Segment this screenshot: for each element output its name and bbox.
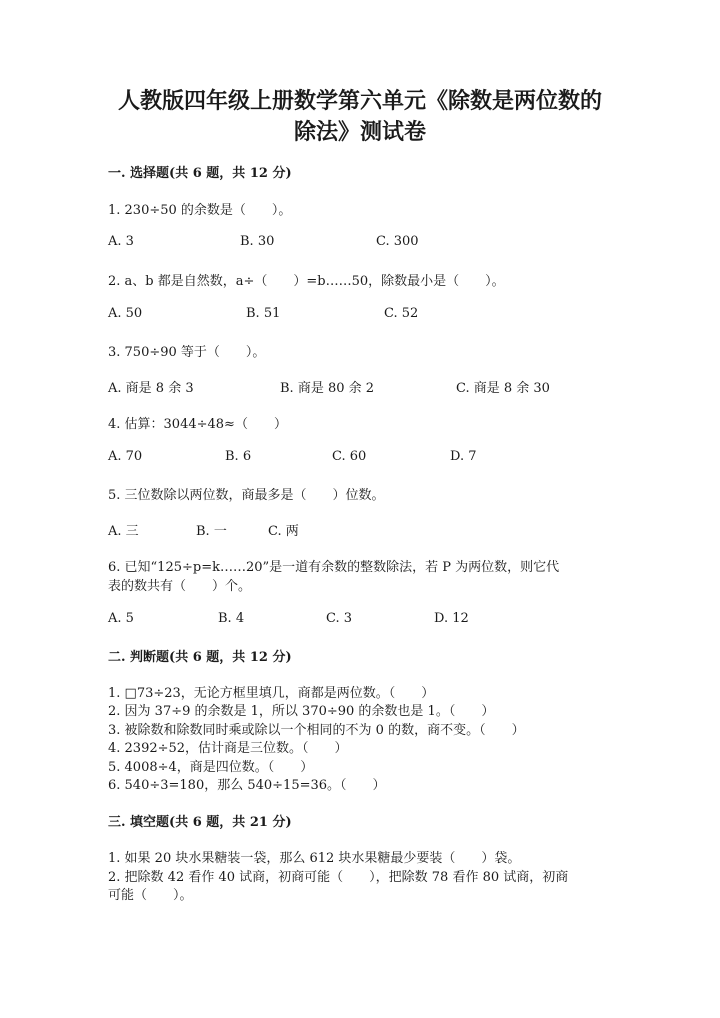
option-c: C. 60 xyxy=(332,449,367,464)
question-2-options xyxy=(108,306,628,324)
judgement-item: 4. 2392÷52，估计商是三位数。（ ） xyxy=(108,741,348,756)
question-6-line-2: 表的数共有（ ）个。 xyxy=(108,579,252,594)
option-b: B. 一 xyxy=(196,524,227,539)
option-b: B. 51 xyxy=(246,306,281,321)
fill-in-item: 2. 把除数 42 看作 40 试商，初商可能（ ），把除数 78 看作 80 试商，初商 xyxy=(108,870,569,885)
question-4-options xyxy=(108,449,628,467)
option-b: B. 4 xyxy=(218,611,245,626)
option-a: A. 50 xyxy=(108,306,143,321)
option-c: C. 商是 8 余 30 xyxy=(456,381,550,396)
question-1-options xyxy=(108,234,628,252)
judgement-item: 1. □73÷23，无论方框里填几，商都是两位数。（ ） xyxy=(108,686,435,701)
page-title xyxy=(80,86,640,148)
question-3: 3. 750÷90 等于（ ）。 xyxy=(108,345,266,360)
judgement-item: 5. 4008÷4，商是四位数。（ ） xyxy=(108,760,314,775)
option-b: B. 6 xyxy=(225,449,252,464)
question-3-options xyxy=(108,377,628,395)
option-b: B. 30 xyxy=(240,234,275,249)
title-line-1: 人教版四年级上册数学第六单元《除数是两位数的 xyxy=(117,88,602,114)
option-c: C. 300 xyxy=(376,234,419,249)
judgement-item: 2. 因为 37÷9 的余数是 1，所以 370÷90 的余数也是 1。（ ） xyxy=(108,704,495,719)
option-c: C. 两 xyxy=(268,524,299,539)
option-a: A. 3 xyxy=(108,234,134,249)
option-a: A. 5 xyxy=(108,611,134,626)
fill-in-item: 1. 如果 20 块水果糖装一袋，那么 612 块水果糖最少要装（ ）袋。 xyxy=(108,851,521,866)
option-c: C. 52 xyxy=(384,306,419,321)
question-1: 1. 230÷50 的余数是（ ）。 xyxy=(108,203,292,218)
option-d: D. 7 xyxy=(450,449,477,464)
question-2: 2. a、b 都是自然数，a÷（ ）=b……50，除数最小是（ ）。 xyxy=(108,274,505,289)
question-6-line-1: 6. 已知“125÷p=k……20”是一道有余数的整数除法，若 P 为两位数，则它代 xyxy=(108,560,560,575)
option-b: B. 商是 80 余 2 xyxy=(280,381,375,396)
judgement-item: 6. 540÷3=180，那么 540÷15=36。（ ） xyxy=(108,778,386,793)
option-c: C. 3 xyxy=(326,611,353,626)
option-d: D. 12 xyxy=(434,611,469,626)
fill-in-item-continuation: 可能（ ）。 xyxy=(108,888,193,903)
section-heading-judgement: 二. 判断题(共 6 题，共 12 分) xyxy=(108,650,292,665)
judgement-item: 3. 被除数和除数同时乘或除以一个相同的不为 0 的数，商不变。（ ） xyxy=(108,723,525,738)
option-a: A. 商是 8 余 3 xyxy=(108,381,194,396)
section-heading-fill-in: 三. 填空题(共 6 题，共 21 分) xyxy=(108,815,292,830)
question-6-options xyxy=(108,611,628,629)
title-line-2: 除法》测试卷 xyxy=(293,119,426,145)
question-4: 4. 估算：3044÷48≈（ ） xyxy=(108,417,287,432)
section-heading-choice: 一. 选择题(共 6 题，共 12 分) xyxy=(108,166,292,181)
option-a: A. 70 xyxy=(108,449,143,464)
option-a: A. 三 xyxy=(108,524,139,539)
question-5: 5. 三位数除以两位数，商最多是（ ）位数。 xyxy=(108,488,385,503)
question-5-options xyxy=(108,520,628,538)
